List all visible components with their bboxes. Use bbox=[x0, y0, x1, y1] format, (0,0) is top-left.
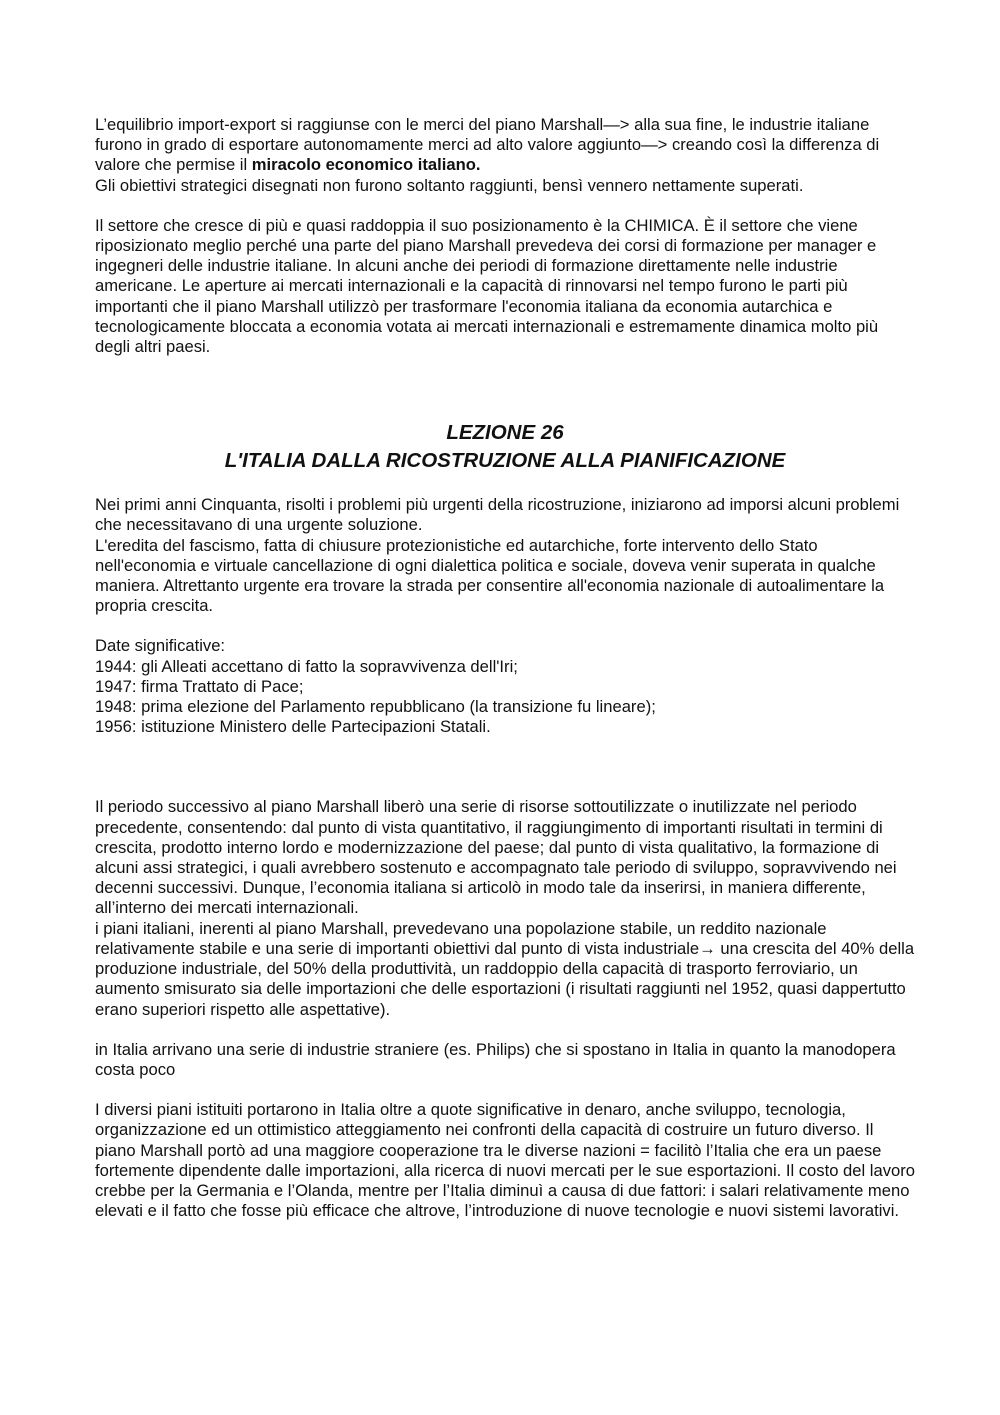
lesson-number: LEZIONE 26 bbox=[446, 421, 564, 445]
date-item: 1948: prima elezione del Parlamento repubblicano (la transizione fu lineare); bbox=[95, 697, 656, 717]
dates-heading: Date significative: bbox=[95, 636, 226, 656]
lesson-title: L'ITALIA DALLA RICOSTRUZIONE ALLA PIANIFICAZIONE bbox=[224, 449, 786, 473]
paragraph-early-fifties: Nei primi anni Cinquanta, risolti i problemi più urgenti della ricostruzione, iniziarono ad imporsi alcuni problemi che necessitavano di una urgente soluzione. bbox=[95, 495, 900, 535]
paragraph-plans-outcome: I diversi piani istituiti portarono in Italia oltre a quote significative in denaro, anche sviluppo, tecnologia, organizzazione ed un ottimistico atteggiamento nei confronti della capacità di costruire un futuro diverso. Il piano Marshall portò ad una maggiore cooperazione tra le diverse nazioni = facilitò l’Italia che era un paese fortemente dipendente dalle importazioni, alla ricerca di nuovi mercati per le sue esportazioni. Il costo del lavoro crebbe per la Germania e l’Olanda, mentre per l’Italia diminuì a causa di due fattori: i salari relativamente meno elevati e il fatto che fosse più efficace che altrove, l’introduzione di nuove tecnologie e nuovi sistemi lavorativi. bbox=[95, 1100, 915, 1221]
paragraph-fascism-legacy: L'eredita del fascismo, fatta di chiusure protezionistiche ed autarchiche, forte intervento dello Stato nell'economia e virtuale cancellazione di ogni dialettica politica e sociale, doveva venir superata in qualche maniera. Altrettanto urgente era trovare la strada per consentire all'economia nazionale di autoalimentare la propria crescita. bbox=[95, 535, 885, 616]
paragraph-foreign-industries: in Italia arrivano una serie di industrie straniere (es. Philips) che si spostano in Italia in quanto la manodopera costa poco bbox=[95, 1039, 896, 1079]
paragraph-objectives: Gli obiettivi strategici disegnati non furono soltanto raggiunti, bensì vennero nettamente superati. bbox=[95, 175, 804, 195]
paragraph-chemical-sector: Il settore che cresce di più e quasi raddoppia il suo posizionamento è la CHIMICA. È il settore che viene riposizionato meglio perché una parte del piano Marshall prevedeva dei corsi di formazione per manager e ingegneri delle industrie italiane. In alcuni anche dei periodi di formazione direttamente nelle industrie americane. Le aperture ai mercati internazionali e la capacità di rinnovarsi nel tempo furono le parti più importanti che il piano Marshall utilizzò per trasformare l'economia italiana da economia autarchica e tecnologicamente bloccata a economia votata ai mercati internazionali e estremamente dinamica molto più degli altri paesi. bbox=[95, 215, 879, 357]
paragraph-text: L’equilibrio import-export si raggiunse con le merci del piano Marshall—> alla sua fine, le industrie italiane furono in grado di esportare autonomamente merci ad alto valore aggiunto—> creando così la differenza di valore che permise il bbox=[95, 115, 880, 175]
spacer bbox=[95, 475, 915, 495]
document-page bbox=[95, 115, 915, 1221]
paragraph-marshall-equilibrium bbox=[95, 115, 915, 176]
spacer bbox=[95, 357, 915, 419]
lesson-heading bbox=[95, 419, 915, 475]
paragraph-italian-plans: i piani italiani, inerenti al piano Marshall, prevedevano una popolazione stabile, un reddito nazionale relativamente stabile e una serie di importanti obiettivi dal punto di vista industriale→ una crescita del 40% della produzione industriale, del 50% della produttività, un raddoppio della capacità di trasporto ferroviario, un aumento smisurato sia delle importazioni che delle esportazioni (i risultati raggiunti nel 1952, quasi dappertutto erano superiori rispetto alle aspettative). bbox=[95, 918, 915, 1019]
date-item: 1947: firma Trattato di Pace; bbox=[95, 676, 304, 696]
spacer bbox=[95, 196, 915, 216]
spacer bbox=[95, 616, 915, 636]
bold-phrase: miracolo economico italiano. bbox=[251, 155, 481, 175]
dates-list bbox=[95, 657, 915, 738]
date-item: 1956: istituzione Ministero delle Partecipazioni Statali. bbox=[95, 717, 491, 737]
spacer bbox=[95, 737, 915, 797]
spacer bbox=[95, 1080, 915, 1100]
date-item: 1944: gli Alleati accettano di fatto la sopravvivenza dell'Iri; bbox=[95, 656, 518, 676]
spacer bbox=[95, 1020, 915, 1040]
paragraph-post-marshall: Il periodo successivo al piano Marshall liberò una serie di risorse sottoutilizzate o inutilizzate nel periodo precedente, consentendo: dal punto di vista quantitativo, il raggiungimento di importanti risultati in termini di crescita, prodotto interno lordo e modernizzazione del paese; dal punto di vista qualitativo, la formazione di alcuni assi strategici, i quali avrebbero sostenuto e accompagnato tale periodo di sviluppo, sopravvivendo nei decenni successivi. Dunque, l’economia italiana si articolò in modo tale da inserirsi, in maniera differente, all’interno dei mercati internazionali. bbox=[95, 797, 897, 918]
